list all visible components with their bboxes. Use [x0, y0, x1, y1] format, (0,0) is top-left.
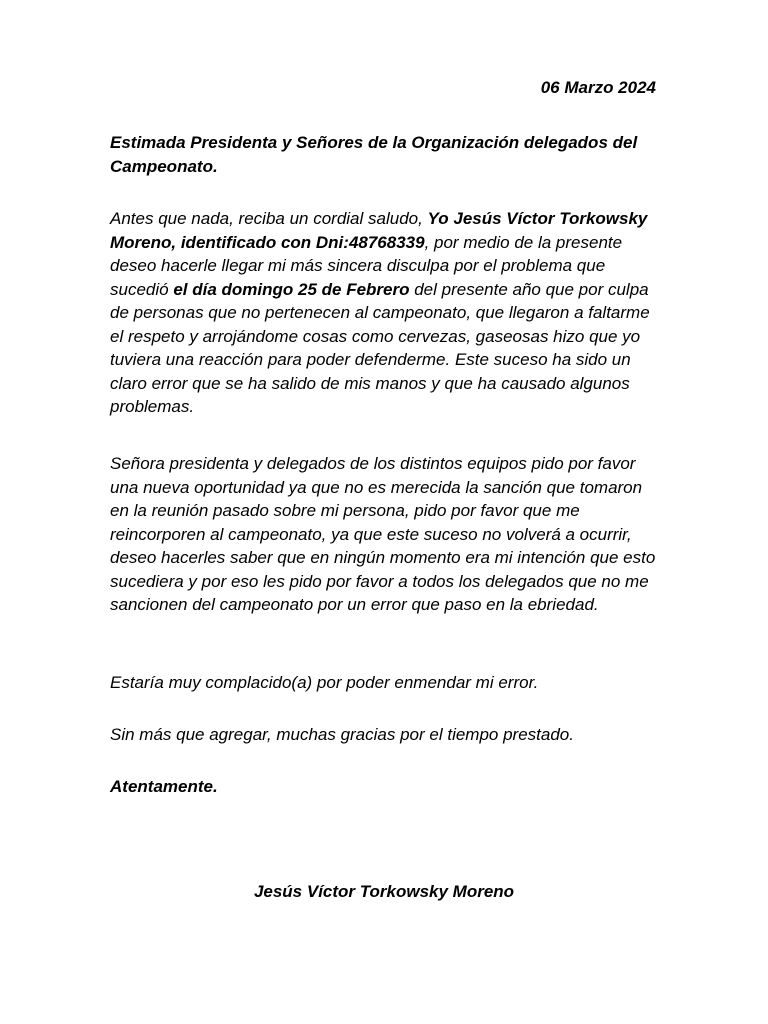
letter-signature: Jesús Víctor Torkowsky Moreno — [253, 882, 515, 901]
paragraph-1-text-c: del presente año que por culpa de personas que no pertenecen al campeonato, que llegaron a faltarme el respeto y arrojándome cosas como cervezas, gaseosas hizo que yo tuviera una reacción para poder defenderme. Este suceso ha sido un claro error que se ha salido de mis manos y que ha causado algunos problemas. — [110, 279, 650, 416]
letter-paragraph-3: Estaría muy complacido(a) por poder enmendar mi error. — [110, 673, 539, 692]
letter-closing: Atentamente. — [110, 777, 218, 796]
paragraph-1-text-b: , por medio de la presente deseo hacerle llegar mi más sincera disculpa por el problema que sucedió — [110, 232, 623, 299]
letter-paragraph-4: Sin más que agregar, muchas gracias por el tiempo prestado. — [110, 725, 574, 744]
sender-identification: Yo Jesús Víctor Torkowsky Moreno, identificado con Dni:48768339 — [110, 209, 648, 252]
letter-date: 06 Marzo 2024 — [540, 78, 656, 97]
paragraph-1-text-a: Antes que nada, reciba un cordial saludo, — [110, 209, 428, 228]
letter-salutation: Estimada Presidenta y Señores de la Organización delegados del Campeonato. — [110, 133, 638, 176]
letter-paragraph-2: Señora presidenta y delegados de los distintos equipos pido por favor una nueva oportunidad ya que no es merecida la sanción que tomaron en la reunión pasado sobre mi persona, pido por favor que me reincorporen al campeonato, ya que este suceso no volverá a ocurrir, deseo hacerles saber que en ningún momento era mi intención que esto sucediera y por eso les pido por favor a todos los delegados que no me sancionen del campeonato por un error que paso en la ebriedad. — [110, 454, 656, 614]
incident-date: el día domingo 25 de Febrero — [173, 279, 410, 299]
letter-paragraph-1 — [110, 207, 660, 419]
